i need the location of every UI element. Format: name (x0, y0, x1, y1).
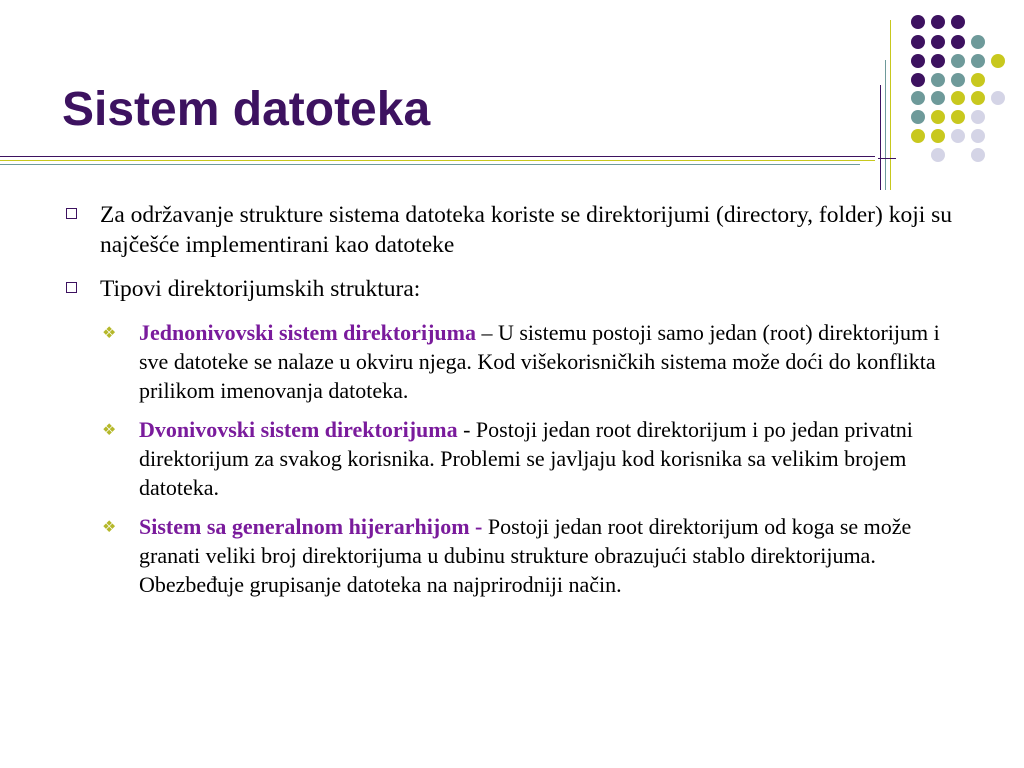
decor-short-line (878, 158, 896, 159)
decorative-dot (971, 148, 985, 162)
title-underline-top (0, 156, 875, 157)
decorative-dot (971, 54, 985, 68)
decorative-dot (911, 54, 925, 68)
decorative-dot (931, 129, 945, 143)
decorative-dot (911, 15, 925, 29)
slide-content (62, 200, 962, 609)
decor-vertical-line-left (880, 85, 881, 190)
sub-bullet-item-3 (62, 512, 962, 599)
sub-bullet-term: Jednonivovski sistem direktorijuma (139, 320, 476, 345)
decorative-dot (951, 35, 965, 49)
decorative-dot (951, 129, 965, 143)
decorative-dot (971, 73, 985, 87)
decorative-dot (931, 110, 945, 124)
decorative-dot (931, 54, 945, 68)
decorative-dot (971, 110, 985, 124)
decorative-dot (951, 54, 965, 68)
sub-bullet-item-2 (62, 415, 962, 502)
decorative-dot (951, 15, 965, 29)
decorative-dot (931, 91, 945, 105)
decorative-dot (911, 110, 925, 124)
decorative-dot (931, 35, 945, 49)
decorative-dot (911, 129, 925, 143)
sub-bullet-item-1 (62, 318, 962, 405)
decorative-dot (991, 54, 1005, 68)
decorative-dot (951, 73, 965, 87)
sub-bullet-term: Sistem sa generalnom hijerarhijom - (139, 514, 483, 539)
decorative-dot (931, 73, 945, 87)
slide-title: Sistem datoteka (62, 83, 431, 136)
bullet-item-2 (62, 274, 962, 304)
hollow-square-bullet-icon (66, 282, 77, 293)
decorative-dot (971, 91, 985, 105)
sub-bullet-text: – U sistemu postoji samo jedan (root) direktorijum i sve datoteke se nalaze u okviru njega. Kod višekorisničkih sistema može doći do konflikta prilikom imenovanja datoteka. (139, 320, 940, 403)
sub-bullet-text: - Postoji jedan root direktorijum i po jedan privatni direktorijum za svakog korisnika. Problemi se javljaju kod korisnika sa velikim brojem datoteka. (139, 417, 913, 500)
decorative-dot (951, 110, 965, 124)
decorative-dot (911, 73, 925, 87)
decorative-dot (951, 91, 965, 105)
decorative-dot (911, 91, 925, 105)
decorative-dot (971, 129, 985, 143)
title-underline-middle (0, 160, 875, 161)
sub-bullet-text: Postoji jedan root direktorijum od koga se može granati veliki broj direktorijuma u dubinu strukture obrazujući stablo direktorijuma. Obezbeđuje grupisanje datoteka na najprirodniji način. (139, 514, 912, 597)
bullet-item-1 (62, 200, 962, 260)
decor-vertical-line-mid (885, 60, 886, 190)
sub-bullet-term: Dvonivovski sistem direktorijuma (139, 417, 458, 442)
four-diamond-bullet-icon: ❖ (102, 420, 117, 439)
decorative-dot (991, 91, 1005, 105)
decorative-dot (931, 15, 945, 29)
four-diamond-bullet-icon: ❖ (102, 323, 117, 342)
bullet-text: Za održavanje strukture sistema datoteka koriste se direktorijumi (directory, folder) koji su najčešće implementirani kao datoteke (100, 202, 953, 258)
bullet-text: Tipovi direktorijumskih struktura: (100, 276, 421, 302)
decor-vertical-line-right (890, 20, 891, 190)
decorative-dot (971, 35, 985, 49)
decorative-dot (931, 148, 945, 162)
hollow-square-bullet-icon (66, 208, 77, 219)
four-diamond-bullet-icon: ❖ (102, 517, 117, 536)
title-underline-bottom (0, 164, 860, 165)
decorative-dot (911, 35, 925, 49)
